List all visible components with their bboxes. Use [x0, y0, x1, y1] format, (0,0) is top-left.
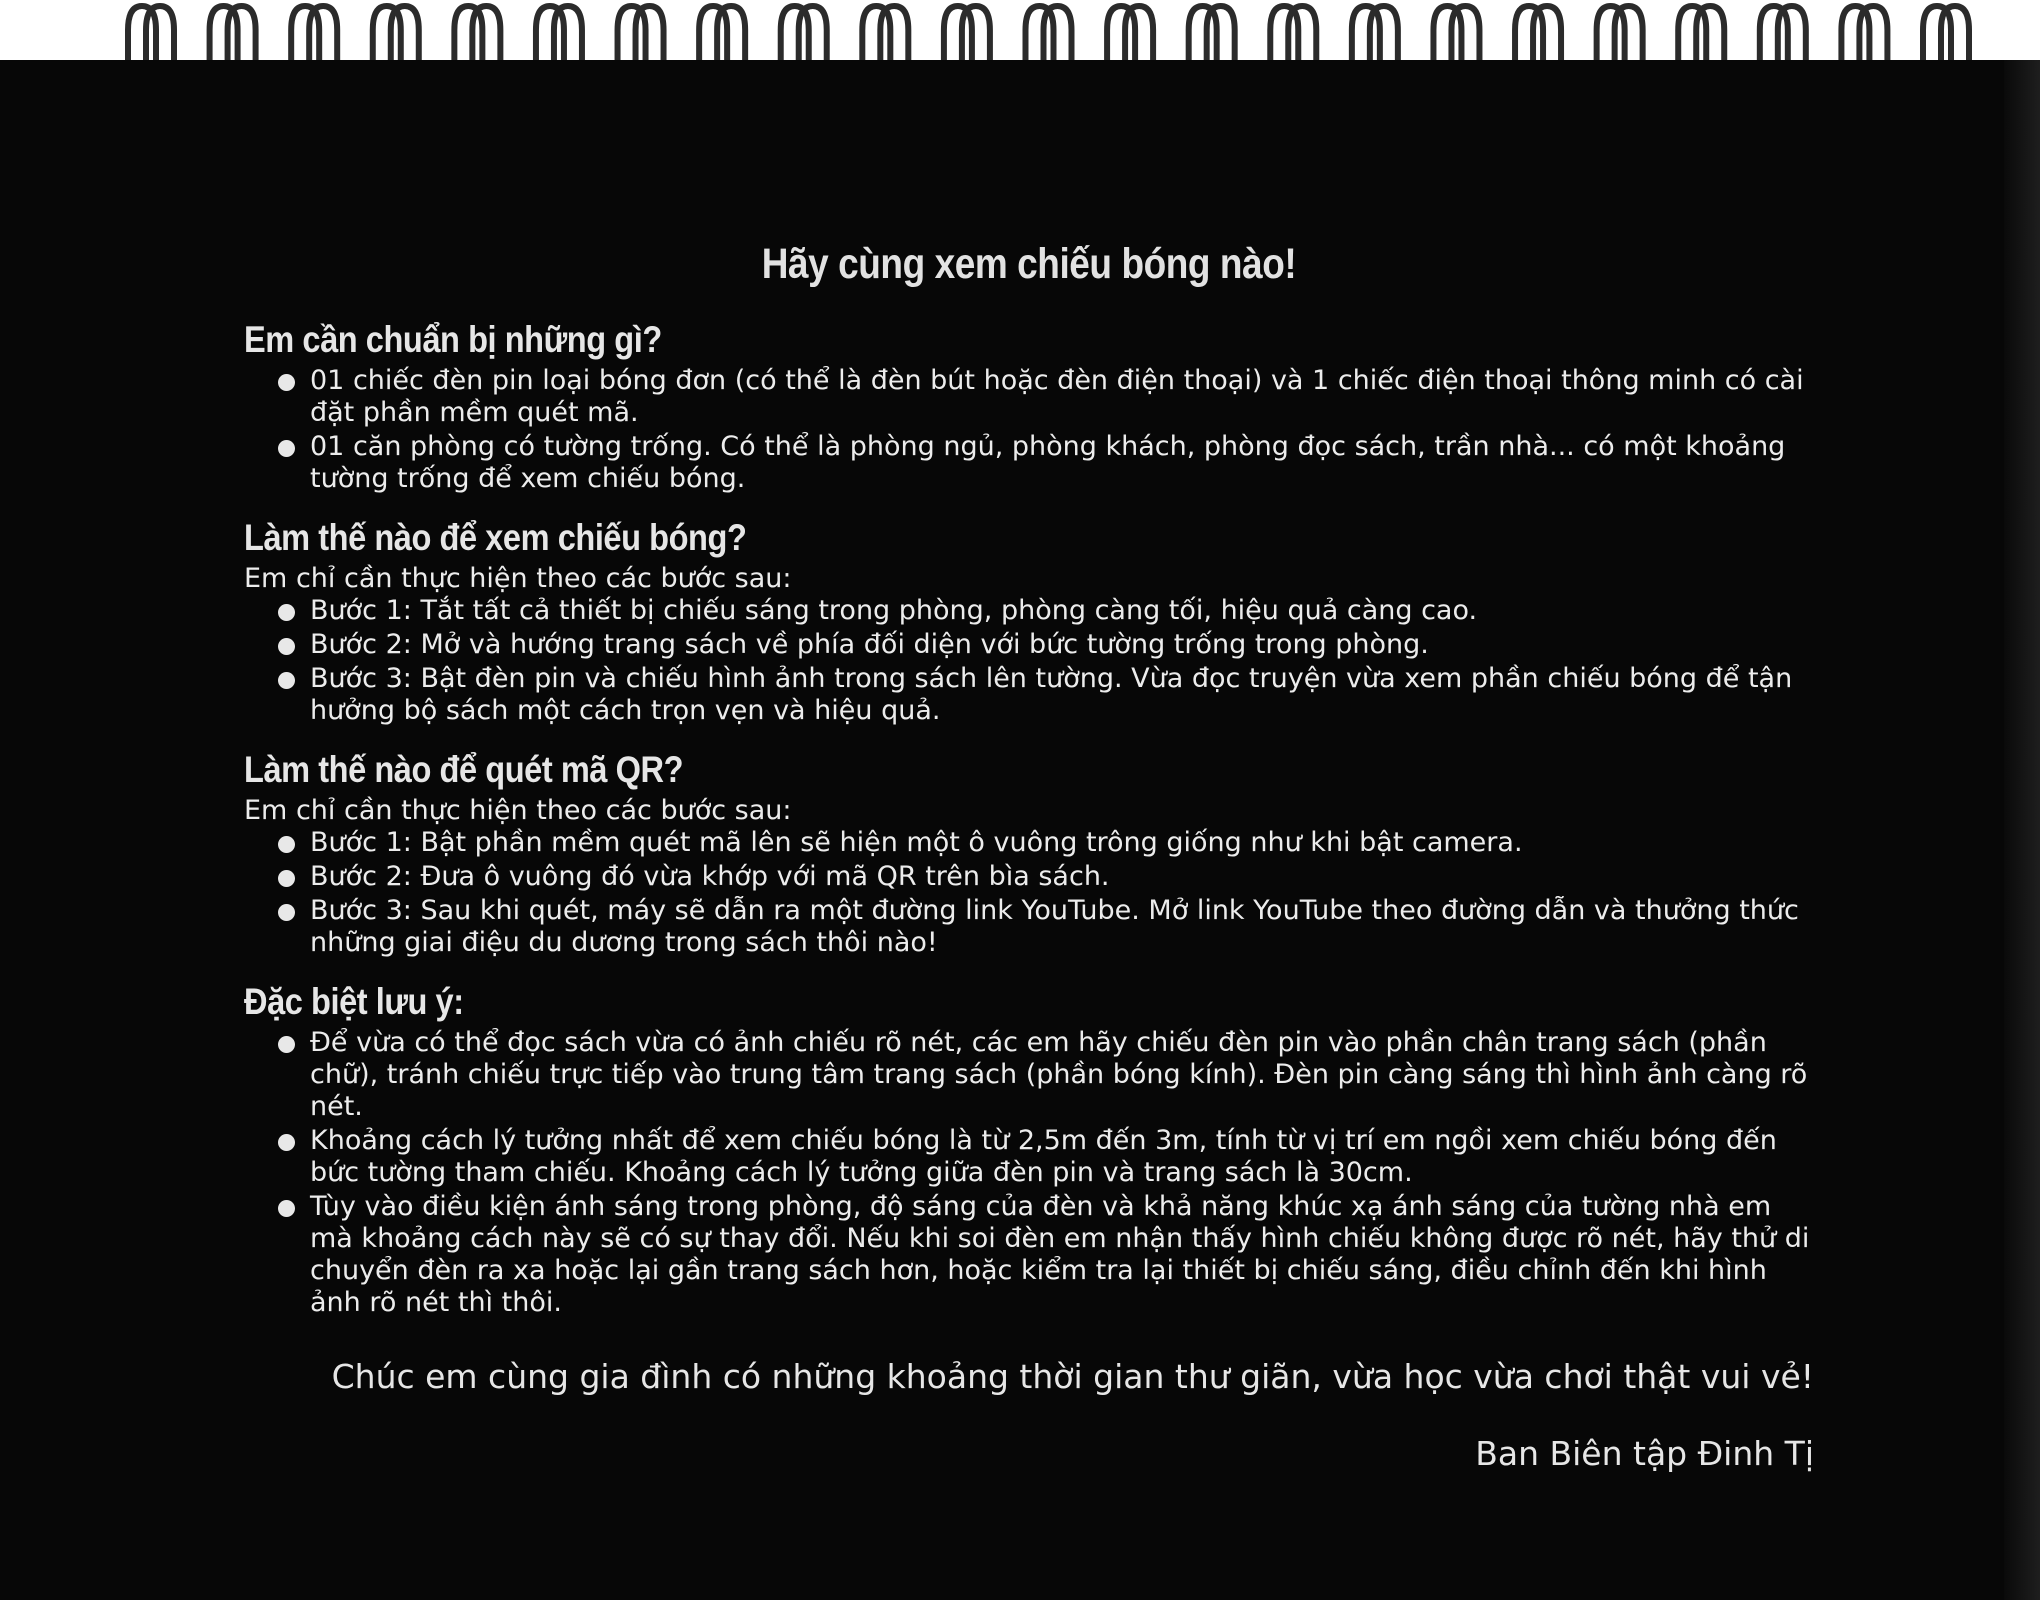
section-heading: Làm thế nào để quét mã QR? — [244, 749, 684, 790]
list-item: Bước 1: Tắt tất cả thiết bị chiếu sáng trong phòng, phòng càng tối, hiệu quả càng cao. — [278, 595, 1814, 627]
section-watch-shadow — [244, 517, 1814, 727]
bullet-list — [244, 365, 1814, 495]
section-intro: Em chỉ cần thực hiện theo các bước sau: — [244, 795, 792, 826]
page-content — [244, 240, 1814, 1509]
list-item: Bước 1: Bật phần mềm quét mã lên sẽ hiện một ô vuông trông giống như khi bật camera. — [278, 827, 1814, 859]
bullet-list — [244, 595, 1814, 727]
instructions-page — [0, 60, 2040, 1600]
list-item: Bước 3: Sau khi quét, máy sẽ dẫn ra một đường link YouTube. Mở link YouTube theo đường dẫn và thưởng thức những giai điệu du dương trong sách thôi nào! — [278, 895, 1814, 959]
list-item: 01 căn phòng có tường trống. Có thể là phòng ngủ, phòng khách, phòng đọc sách, trần nhà... có một khoảng tường trống để xem chiếu bóng. — [278, 431, 1814, 495]
section-heading: Đặc biệt lưu ý: — [244, 981, 464, 1022]
closing-message: Chúc em cùng gia đình có những khoảng thời gian thư giãn, vừa học vừa chơi thật vui vẻ! — [331, 1357, 1814, 1396]
section-scan-qr — [244, 749, 1814, 959]
signature: Ban Biên tập Đinh Tị — [1475, 1434, 1814, 1473]
page-title: Hãy cùng xem chiếu bóng nào! — [761, 240, 1297, 288]
section-preparation — [244, 319, 1814, 495]
list-item: Khoảng cách lý tưởng nhất để xem chiếu bóng là từ 2,5m đến 3m, tính từ vị trí em ngồi xem chiếu bóng đến bức tường tham chiếu. Khoảng cách lý tưởng giữa đèn pin và trang sách là 30cm. — [278, 1125, 1814, 1189]
list-item: Bước 3: Bật đèn pin và chiếu hình ảnh trong sách lên tường. Vừa đọc truyện vừa xem phần chiếu bóng để tận hưởng bộ sách một cách trọn vẹn và hiệu quả. — [278, 663, 1814, 727]
list-item: Để vừa có thể đọc sách vừa có ảnh chiếu rõ nét, các em hãy chiếu đèn pin vào phần chân trang sách (phần chữ), tránh chiếu trực tiếp vào trung tâm trang sách (phần bóng kính). Đèn pin càng sáng thì hình ảnh càng rõ nét. — [278, 1027, 1814, 1123]
list-item: Bước 2: Đưa ô vuông đó vừa khớp với mã QR trên bìa sách. — [278, 861, 1814, 893]
section-intro: Em chỉ cần thực hiện theo các bước sau: — [244, 563, 792, 594]
section-heading: Em cần chuẩn bị những gì? — [244, 319, 662, 360]
list-item: 01 chiếc đèn pin loại bóng đơn (có thể là đèn bút hoặc đèn điện thoại) và 1 chiếc điện thoại thông minh có cài đặt phần mềm quét mã. — [278, 365, 1814, 429]
section-special-notes — [244, 981, 1814, 1319]
bullet-list — [244, 1027, 1814, 1319]
list-item: Bước 2: Mở và hướng trang sách về phía đối diện với bức tường trống trong phòng. — [278, 629, 1814, 661]
list-item: Tùy vào điều kiện ánh sáng trong phòng, độ sáng của đèn và khả năng khúc xạ ánh sáng của tường nhà em mà khoảng cách này sẽ có sự thay đổi. Nếu khi soi đèn em nhận thấy hình chiếu không được rõ nét, hãy thử di chuyển đèn ra xa hoặc lại gần trang sách hơn, hoặc kiểm tra lại thiết bị chiếu sáng, điều chỉnh đến khi hình ảnh rõ nét thì thôi. — [278, 1191, 1814, 1319]
bullet-list — [244, 827, 1814, 959]
section-heading: Làm thế nào để xem chiếu bóng? — [244, 517, 747, 558]
